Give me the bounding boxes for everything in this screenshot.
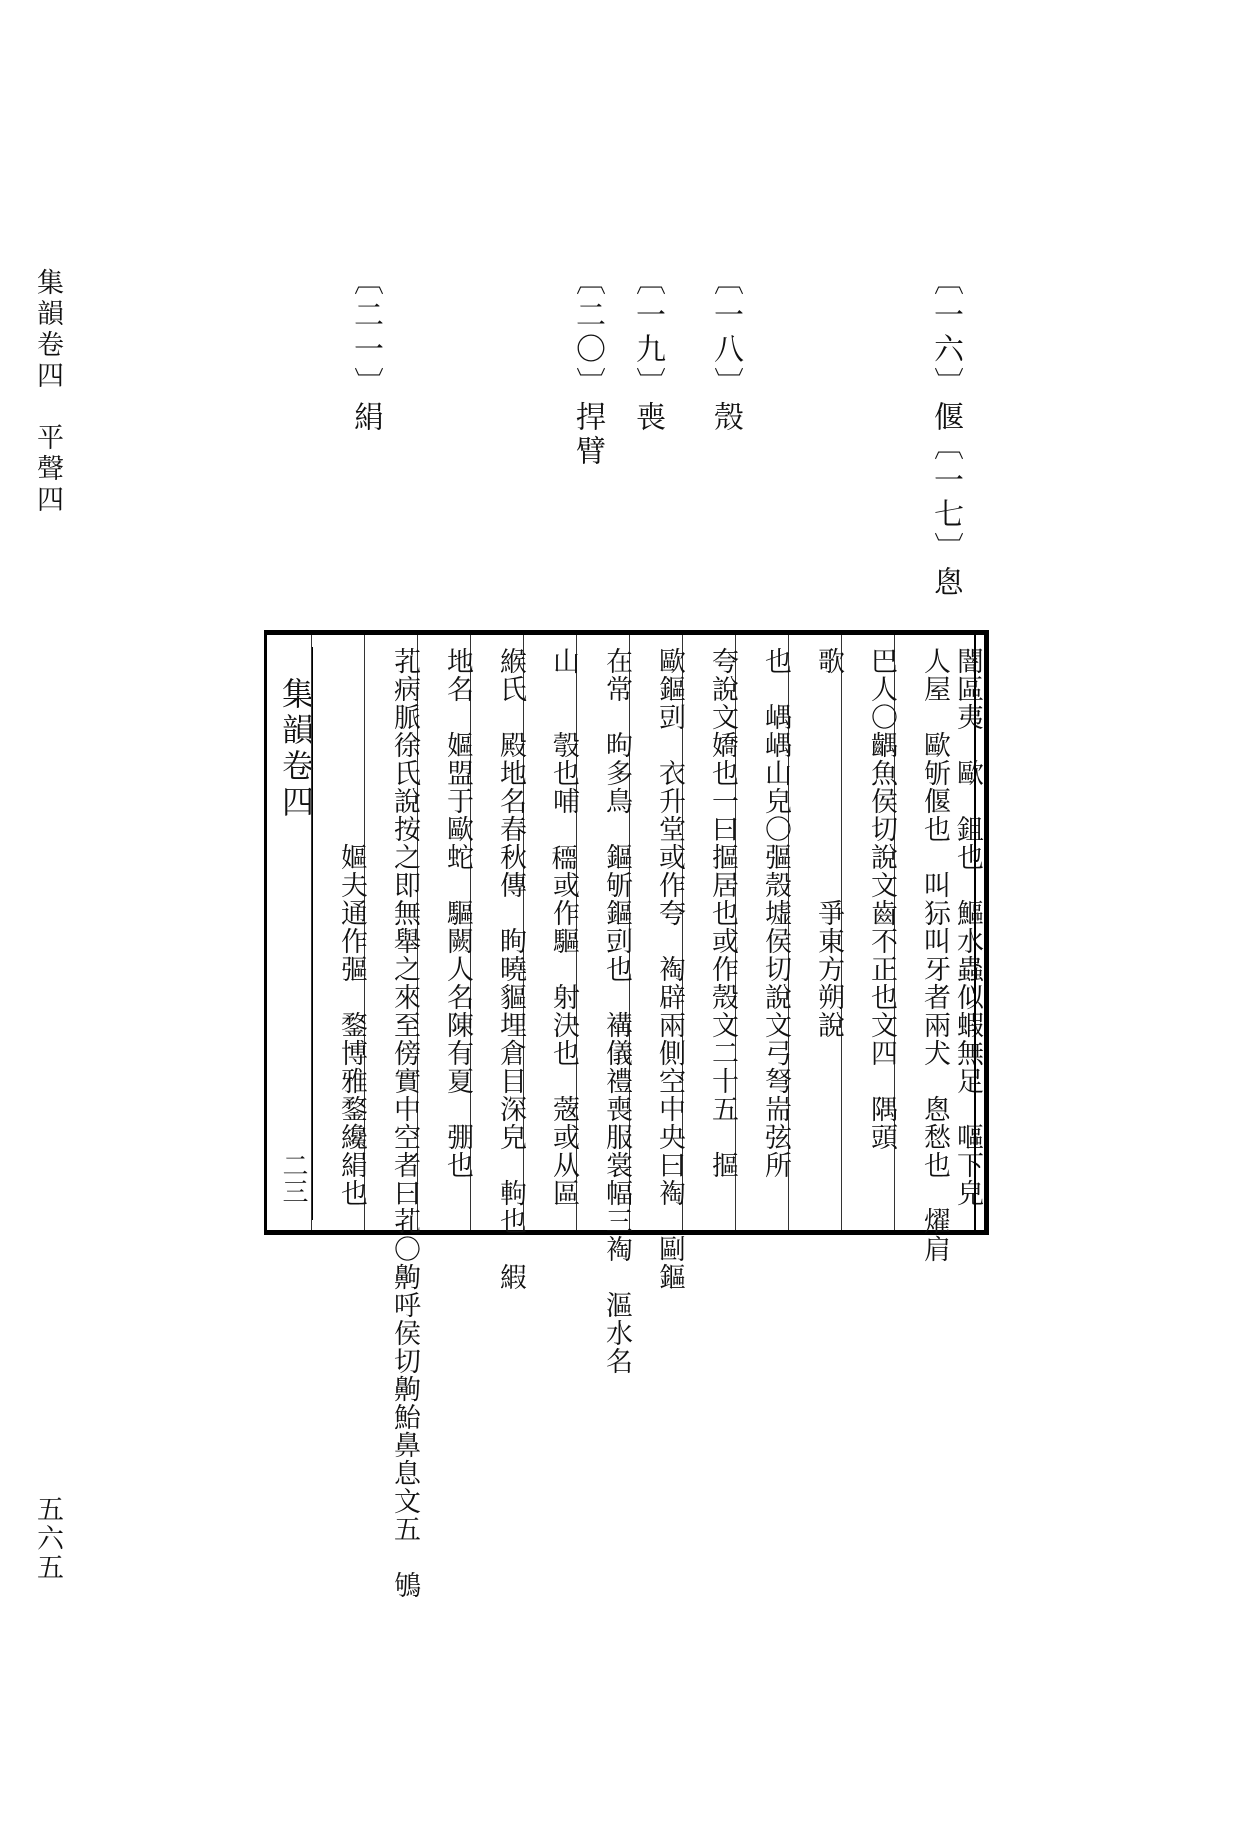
text-column-4: 歌 爭東方朔說 — [813, 647, 844, 1039]
text-column-13: 嫗夫通作彄 鍪博雅鍪纔絹也 — [336, 647, 367, 1207]
text-column-9: 山 彀也哺 𥢠或作驅 射決也 蔲或从區 — [548, 647, 579, 1207]
text-block — [264, 630, 989, 1599]
center-label: 集韻卷四 — [277, 677, 315, 821]
page-number: 五六五 — [32, 1495, 63, 1582]
collation-note-17: 〔一七〕悤 — [928, 430, 963, 600]
text-column-10: 緱氏 殿地名春秋傳 眴曉貙埋倉目深皃 軥也 縀 — [495, 647, 526, 1291]
text-column-8: 在常 昫多鳥 鏂斪鏂剅也 褠儀禮喪服裳幅三裪 漚水名 — [601, 647, 632, 1375]
text-column-1: 闇區夷 歐 鉏也 鰸水蟲似蝦無足 嘔下皃 — [952, 647, 983, 1207]
text-column-7: 歐鏂剅 衣升堂或作夸 裪辟兩側空中央曰裪 剾鏂 — [654, 647, 685, 1291]
text-column-12: 芤病脈徐氏說按之即無舉之來至傍實中空者曰芤〇齁呼侯切齁鮐鼻息文五 鴝 — [389, 647, 420, 1599]
text-column-5: 也 嵎嵎山皃〇彄殼墟侯切說文弓弩耑弦所 — [760, 647, 791, 1179]
text-column-2: 人屋 歐斪偃也 叫狋叫牙者兩犬 悤愁也 燿肩 — [919, 647, 950, 1263]
collation-note-18: 〔一八〕殼 — [708, 265, 743, 435]
text-column-11: 地名 嫗盟于歐蛇 驅闕人名陳有夏 弸也 — [442, 647, 473, 1179]
center-fold-strip — [267, 647, 313, 1220]
collation-note-21: 〔二一〕絹 — [348, 265, 383, 435]
collation-note-20: 〔二〇〕捍臂 — [570, 265, 605, 469]
running-header: 集韻卷四 平聲四 — [32, 268, 63, 516]
collation-note-19: 〔一九〕喪 — [630, 265, 665, 435]
text-column-3: 巴人〇齵魚侯切說文齒不正也文四 隅頭 — [866, 647, 897, 1151]
text-column-6: 夸說文嬌也一曰摳居也或作殼文二十五 摳 — [707, 647, 738, 1179]
collation-note-16: 〔一六〕偃 — [928, 265, 963, 435]
center-page: 二三 — [278, 1152, 308, 1204]
